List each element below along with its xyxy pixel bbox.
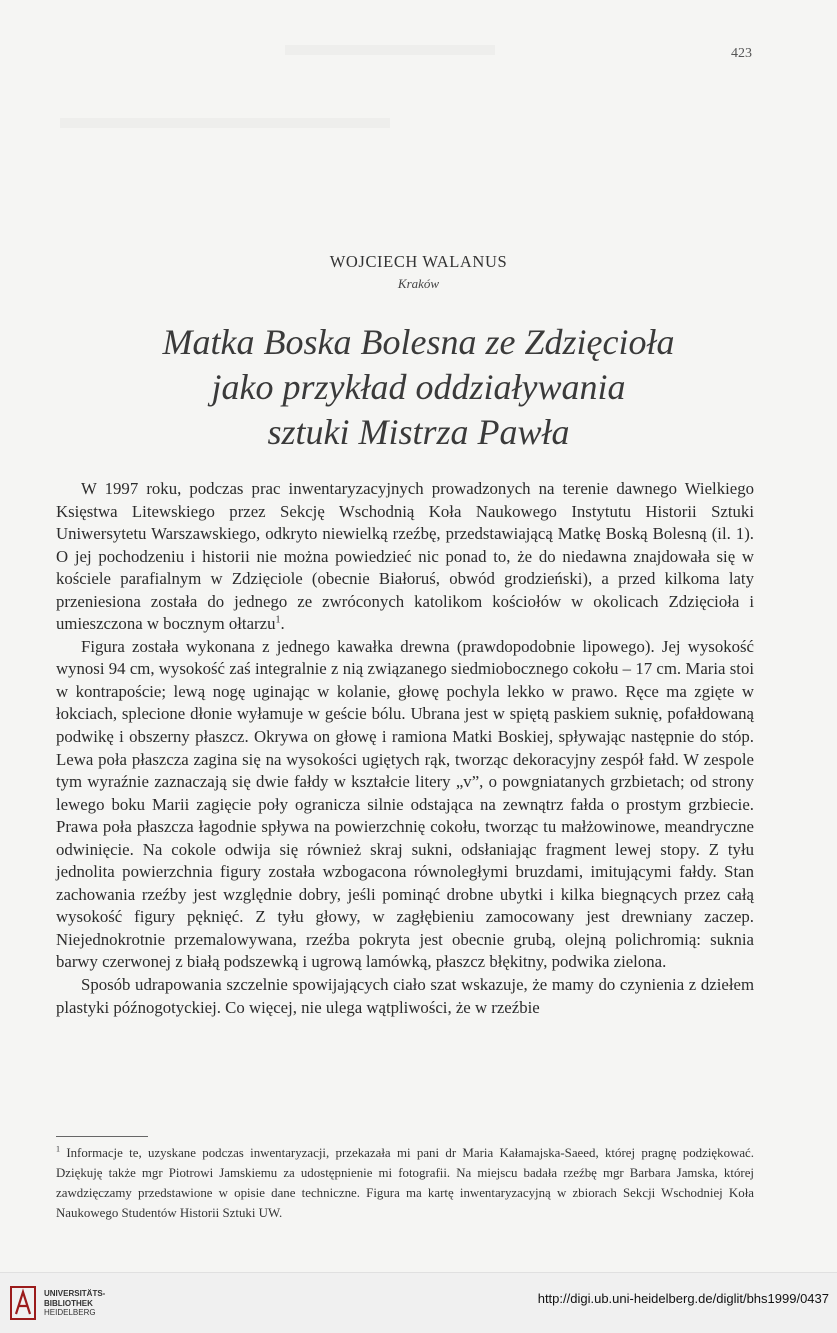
logo-text: UNIVERSITÄTS- BIBLIOTHEK HEIDELBERG [44,1289,106,1317]
viewer-footer [0,1272,837,1333]
library-logo[interactable] [10,1286,160,1322]
footnote-divider [56,1136,148,1137]
author-name: WOJCIECH WALANUS [329,252,508,271]
bleed-through-header [285,45,495,55]
paragraph: Figura została wykonana z jednego kawałka drewna (prawdopodobnie lipowego). Jej wysokość wynosi 94 cm, wysokość zaś integralnie z nią związanego siedmiobocznego cokołu – 17 cm. Maria stoi w kontrapoście; lewą nogę uginając w kolanie, głowę pochyla lekko w prawo. Ręce ma zgięte w łokciach, splecione dłonie wyłamuje w geście bólu. Ubrana jest w spiętą paskiem suknię, pofałdowaną podwikę i obszerny płaszcz. Okrywa on głowę i ramiona Matki Boskiej, spływając następnie do stóp. Lewa poła płaszcza zagina się na wysokości ugiętych rąk, tworząc dekoracyjny zespół fałd. W zespole tym wyraźnie zaznaczają się dwie fałdy w kształcie litery „v”, o powgniatanych grzbietach; od strony lewego boku Marii zagięcie poły ogranicza silnie odstająca na zewnątrz fałda o prostym grzbiecie. Prawa poła płaszcza łagodnie spływa na powierzchnię cokołu, tworząc tu małżowinowe, meandryczne odwinięcie. Na cokole odwija się również skraj sukni, odsłaniając fragment lewej stopy. Z tyłu jednolita powierzchnia figury została wzbogacona równoległymi bruzdami, imitującymi fałdy. Stan zachowania rzeźby jest względnie dobry, jeśli pominąć drobne ubytki i kilka biegnących przez całą wysokość figury pęknięć. Z tyłu głowy, w zagłębieniu zamocowany jest drewniany zaczep. Niejednokrotnie przemalowywana, rzeźba pokryta jest obecnie grubą, olejną polichromią: suknia barwy czerwonej z białą podszewką i ugrową lamówką, płaszcz błękitny, podwika zielona. [56,636,754,972]
permalink-url[interactable]: http://digi.ub.uni-heidelberg.de/diglit/bhs1999/0437 [537,1291,829,1306]
footnote-ref[interactable]: 1 [275,614,281,626]
paragraph: Sposób udrapowania szczelnie spowijających ciało szat wskazuje, że mamy do czynienia z dziełem plastyki późnogotyckiej. Co więcej, nie ulega wątpliwości, że w rzeźbie [56,975,754,1017]
bleed-through-line [60,118,390,128]
heidelberg-logo-icon [10,1286,36,1320]
article-body [56,478,754,1019]
page-number: 423 [731,46,752,61]
title-line: jako przykład oddziaływania [211,367,626,407]
footnote-number: 1 [56,1144,60,1154]
title-line: sztuki Mistrza Pawła [267,412,570,452]
footnote-text: Informacje te, uzyskane podczas inwentaryzacji, przekazała mi pani dr Maria Kałamajska-Saeed, której pragnę podziękować. Dziękuję także mgr Piotrowi Jamskiemu za udostępnienie mi fotografii. Na miejscu badała rzeźbę mgr Barbara Jamska, której zawdzięczamy przedstawione w opisie dane techniczne. Figura ma kartę inwentaryzacyjną w zbiorach Sekcji Wschodniej Koła Naukowego Studentów Historii Sztuki UW. [56,1146,754,1220]
author-place: Kraków [397,276,440,291]
paragraph: W 1997 roku, podczas prac inwentaryzacyjnych prowadzonych na terenie dawnego Wielkiego Księstwa Litewskiego przez Sekcję Wschodnią Koła Naukowego Instytutu Historii Sztuki Uniwersytetu Warszawskiego, odkryto niewielką rzeźbę, przedstawiającą Matkę Boską Bolesną (il. 1). O jej pochodzeniu i historii nie można powiedzieć nic ponad to, że do niedawna znajdowała się w kościele parafialnym w Zdzięciole (obecnie Białoruś, obwód grodzieński), a przed kilkoma laty przeniesiona została do jednego ze zwróconych katolikom kościołów w okolicach Zdzięcioła i umieszczona w bocznym ołtarzu$^1$. [56,479,754,634]
article-title [0,320,837,455]
footnote [56,1143,754,1223]
title-line: Matka Boska Bolesna ze Zdzięcioła [162,322,675,362]
